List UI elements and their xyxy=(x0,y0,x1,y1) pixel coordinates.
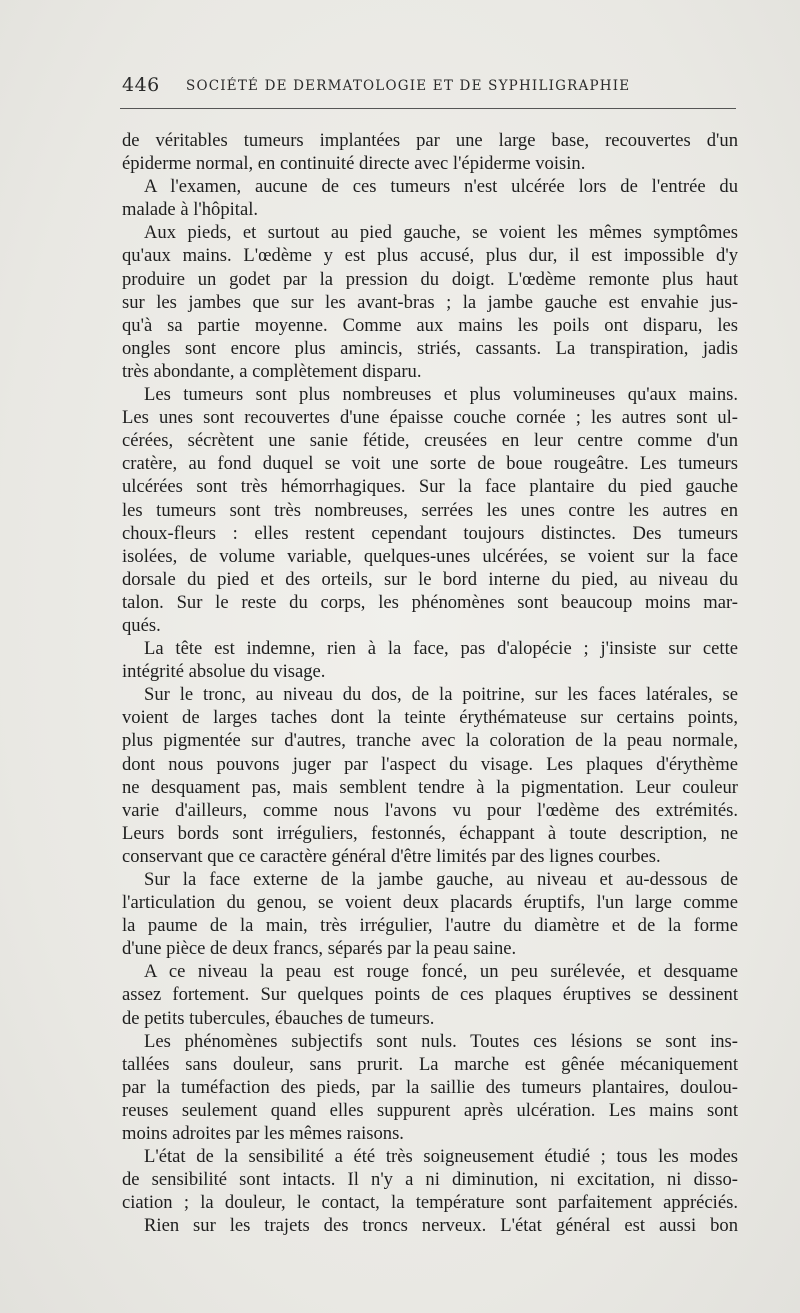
text-line: malade à l'hôpital. xyxy=(122,199,259,221)
text-line: varie d'ailleurs, comme nous l'avons vu pour l'œdème des extrémités. xyxy=(122,799,738,821)
text-line: ciation ; la douleur, le contact, la température sont parfaitement appréciés. xyxy=(122,1192,738,1214)
text-line: produire un godet par la pression du doigt. L'œdème remonte plus haut xyxy=(122,268,738,290)
text-line: qu'à sa partie moyenne. Comme aux mains les poils ont disparu, les xyxy=(122,314,738,336)
text-line: de sensibilité sont intacts. Il n'y a ni diminution, ni excitation, ni disso- xyxy=(122,1169,738,1191)
text-line: moins adroites par les mêmes raisons. xyxy=(122,1123,404,1145)
text-line: talon. Sur le reste du corps, les phénomènes sont beaucoup moins mar- xyxy=(122,591,738,613)
text-line: Aux pieds, et surtout au pied gauche, se voient les mêmes symptômes xyxy=(144,222,738,244)
text-line: Les tumeurs sont plus nombreuses et plus volumineuses qu'aux mains. xyxy=(144,384,738,406)
text-line: A ce niveau la peau est rouge foncé, un peu surélevée, et desquame xyxy=(144,961,738,983)
text-line: tallées sans douleur, sans prurit. La marche est gênée mécaniquement xyxy=(122,1053,738,1075)
text-line: cérées, sécrètent une sanie fétide, creusées en leur centre comme d'un xyxy=(122,430,738,452)
text-line: voient de larges taches dont la teinte érythémateuse sur certains points, xyxy=(122,707,738,729)
text-line: Les unes sont recouvertes d'une épaisse couche cornée ; les autres sont ul- xyxy=(122,407,738,429)
text-line: A l'examen, aucune de ces tumeurs n'est ulcérée lors de l'entrée du xyxy=(144,176,738,198)
text-line: assez fortement. Sur quelques points de ces plaques éruptives se dessinent xyxy=(122,984,738,1006)
text-line: ne desquament pas, mais semblent tendre à la pigmentation. Leur couleur xyxy=(122,776,738,798)
text-line: sur les jambes que sur les avant-bras ; la jambe gauche est envahie jus- xyxy=(122,291,738,313)
text-line: qu'aux mains. L'œdème y est plus accusé, plus dur, il est impossible d'y xyxy=(122,245,738,267)
text-line: les tumeurs sont très nombreuses, serrées les unes contre les autres en xyxy=(122,499,738,521)
text-line: ongles sont encore plus amincis, striés, cassants. La transpiration, jadis xyxy=(122,337,738,359)
text-line: conservant que ce caractère général d'être limités par des lignes courbes. xyxy=(122,845,661,867)
header-rule xyxy=(120,108,736,109)
text-line: cratère, au fond duquel se voit une sorte de boue rougeâtre. Les tumeurs xyxy=(122,453,738,475)
text-line: intégrité absolue du visage. xyxy=(122,661,326,683)
text-line: ulcérées sont très hémorrhagiques. Sur la face plantaire du pied gauche xyxy=(122,476,738,498)
text-line: épiderme normal, en continuité directe avec l'épiderme voisin. xyxy=(122,153,586,175)
text-line: L'état de la sensibilité a été très soigneusement étudié ; tous les modes xyxy=(144,1146,738,1168)
text-line: de véritables tumeurs implantées par une large base, recouvertes d'un xyxy=(122,130,738,151)
text-line: Leurs bords sont irréguliers, festonnés, échappant à toute description, ne xyxy=(122,822,738,844)
running-title: SOCIÉTÉ DE DERMATOLOGIE ET DE SYPHILIGRAPHIE xyxy=(186,78,631,94)
text-line: Sur la face externe de la jambe gauche, au niveau et au-dessous de xyxy=(144,869,738,890)
text-line: dont nous pouvons juger par l'aspect du visage. Les plaques d'érythème xyxy=(122,753,738,775)
text-line: Les phénomènes subjectifs sont nuls. Toutes ces lésions se sont ins- xyxy=(144,1030,738,1052)
text-line: d'une pièce de deux francs, séparés par la peau saine. xyxy=(122,938,517,960)
text-line: dorsale du pied et des orteils, sur le bord interne du pied, au niveau du xyxy=(122,568,738,590)
text-line: par la tuméfaction des pieds, par la saillie des tumeurs plantaires, doulou- xyxy=(122,1076,738,1098)
body-text xyxy=(122,129,738,1238)
text-line: reuses seulement quand elles suppurent après ulcération. Les mains sont xyxy=(122,1099,738,1121)
text-line: Rien sur les trajets des troncs nerveux. L'état général est aussi bon xyxy=(144,1215,738,1237)
text-line: Sur le tronc, au niveau du dos, de la poitrine, sur les faces latérales, se xyxy=(144,684,738,706)
page-number: 446 xyxy=(122,74,160,96)
text-line: isolées, de volume variable, quelques-unes ulcérées, se voient sur la face xyxy=(122,545,738,567)
text-line: La tête est indemne, rien à la face, pas d'alopécie ; j'insiste sur cette xyxy=(144,638,738,660)
text-line: de petits tubercules, ébauches de tumeurs. xyxy=(122,1007,435,1029)
text-line: qués. xyxy=(122,614,161,636)
text-line: très abondante, a complètement disparu. xyxy=(122,360,422,382)
text-line: choux-fleurs : elles restent cependant toujours distinctes. Des tumeurs xyxy=(122,522,738,544)
text-line: la paume de la main, très irrégulier, l'autre du diamètre et de la forme xyxy=(122,915,738,937)
text-line: plus pigmentée sur d'autres, tranche avec la coloration de la peau normale, xyxy=(122,730,738,752)
text-line: l'articulation du genou, se voient deux placards éruptifs, l'un large comme xyxy=(122,892,738,914)
